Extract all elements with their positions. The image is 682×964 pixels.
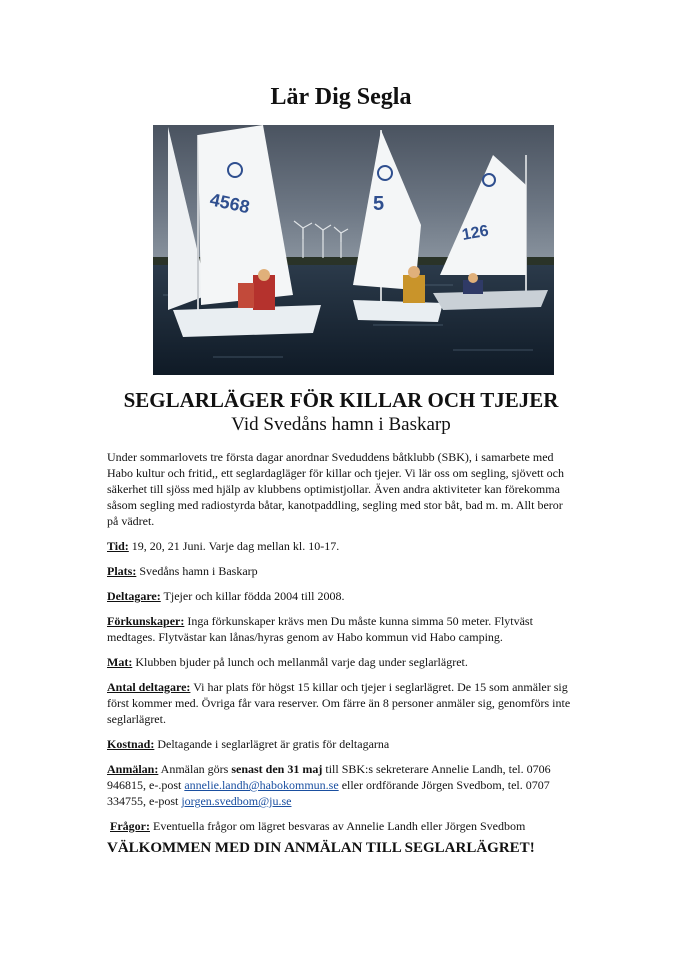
text-plats: Svedåns hamn i Baskarp <box>136 564 258 578</box>
label-fragor: Frågor: <box>110 819 150 833</box>
section-tid <box>107 538 577 554</box>
camp-heading: SEGLARLÄGER FÖR KILLAR OCH TJEJER <box>123 388 559 412</box>
text-kostnad: Deltagande i seglarlägret är gratis för deltagarna <box>154 737 390 751</box>
deadline-text: senast den 31 maj <box>231 762 323 776</box>
sailing-photo <box>153 125 554 375</box>
text-anmalan-1: Anmälan görs <box>158 762 232 776</box>
section-kostnad <box>107 736 577 752</box>
sail-number-4568: 4568 <box>208 189 252 218</box>
label-deltagare: Deltagare: <box>107 589 161 603</box>
body-text <box>107 449 577 843</box>
intro-paragraph: Under sommarlovets tre första dagar anordnar Sveduddens båtklubb (SBK), i samarbete med Habo kultur och fritid,, ett seglardagläger för killar och tjejer. Vi lär oss om segling, sjövett och säkerhet till sjöss med hjälp av klubbens optimistjollar. Även andra aktiviteter kan förekomma såsom segling med radiostyrda båtar, kanotpaddling, segling med stor båt, bad m. m. Allt beror på vädret. <box>107 450 564 528</box>
text-fragor: Eventuella frågor om lägret besvaras av Annelie Landh eller Jörgen Svedbom <box>149 819 526 833</box>
section-plats <box>107 563 577 579</box>
text-antal-deltagare: Vi har plats för högst 15 killar och tjejer i seglarlägret. De 15 som anmäler sig först kommer med. Övriga får vara reserver. Om färre än 8 personer anmäler sig, genomförs inte seglarlägret. <box>107 680 571 726</box>
section-forkunskaper <box>107 613 577 645</box>
text-deltagare: Tjejer och killar födda 2004 till 2008. <box>160 589 345 603</box>
section-deltagare <box>107 588 577 604</box>
section-mat <box>107 654 577 670</box>
text-anmalan-2: till SBK:s sekreterare Annelie Landh, tel. 0706 946815, e-.post <box>107 762 551 792</box>
section-fragor <box>107 818 577 834</box>
sail-number-126: 126 <box>460 222 490 244</box>
label-antal-deltagare: Antal deltagare: <box>107 680 191 694</box>
label-plats: Plats: <box>107 564 137 578</box>
closing-welcome: VÄLKOMMEN MED DIN ANMÄLAN TILL SEGLARLÄGRET! <box>107 840 535 856</box>
text-anmalan-3: eller ordförande Jörgen Svedbom, tel. 0707 334755, e-post <box>107 778 550 808</box>
page-title: Lär Dig Segla <box>270 84 412 110</box>
label-mat: Mat: <box>107 655 133 669</box>
text-tid: 19, 20, 21 Juni. Varje dag mellan kl. 10-17. <box>128 539 340 553</box>
email-link-jorgen[interactable]: jorgen.svedbom@ju.se <box>181 794 292 808</box>
label-anmalan: Anmälan: <box>107 762 159 776</box>
label-tid: Tid: <box>107 539 129 553</box>
label-kostnad: Kostnad: <box>107 737 155 751</box>
camp-location-subheading: Vid Svedåns hamn i Baskarp <box>231 414 451 435</box>
section-anmalan <box>107 761 577 809</box>
text-mat: Klubben bjuder på lunch och mellanmål varje dag under seglarlägret. <box>132 655 468 669</box>
email-link-annelie[interactable]: annelie.landh@habokommun.se <box>184 778 339 792</box>
section-antal-deltagare <box>107 679 577 727</box>
sail-number-5: 5 <box>373 193 385 215</box>
label-forkunskaper: Förkunskaper: <box>107 614 185 628</box>
text-forkunskaper: Inga förkunskaper krävs men Du måste kunna simma 50 meter. Flytväst medtages. Flytvästar kan lånas/hyras genom av Habo kommun vid Habo camping. <box>107 614 533 644</box>
